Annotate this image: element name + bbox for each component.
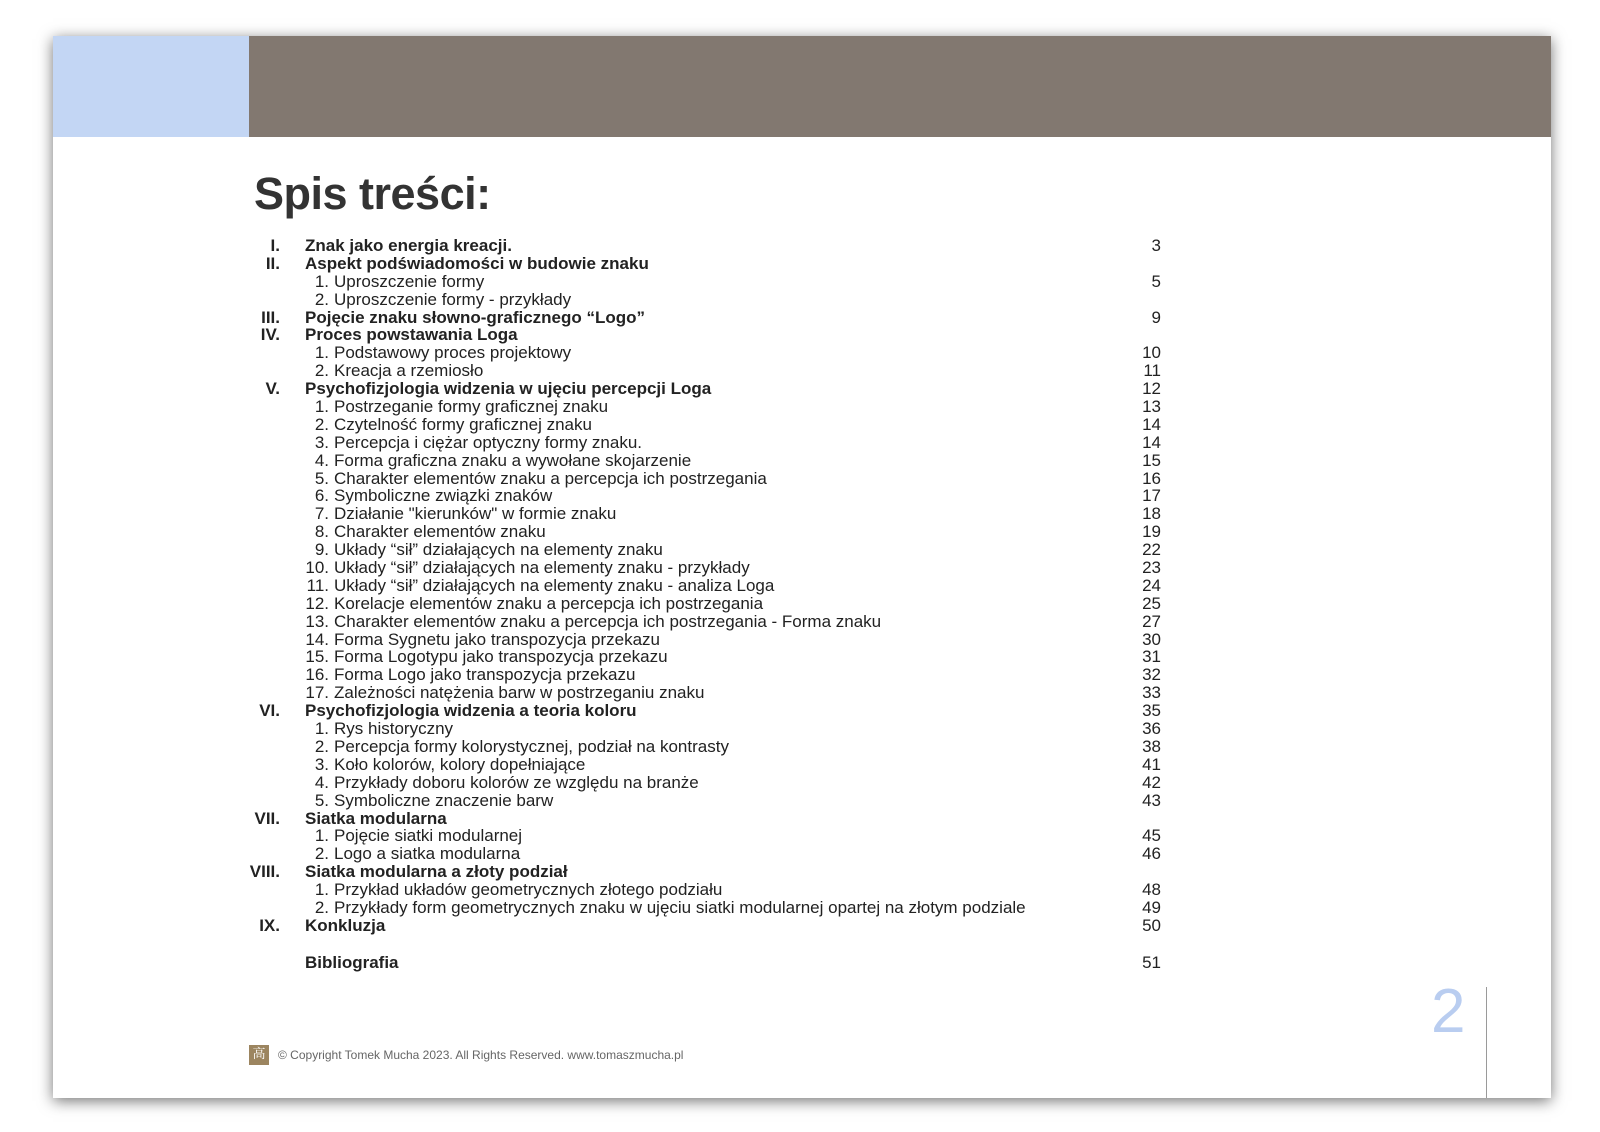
toc-section-row bbox=[245, 666, 1168, 684]
toc-section-title: Forma Logo jako transpozycja przekazu bbox=[334, 665, 636, 685]
toc-section-title: Pojęcie siatki modularnej bbox=[334, 826, 523, 846]
toc-section-row bbox=[245, 541, 1168, 559]
toc-section-title: Układy “sił” działających na elementy znaku - przykłady bbox=[334, 558, 750, 578]
toc-section-title: Percepcja i ciężar optyczny formy znaku. bbox=[334, 432, 643, 452]
toc-section-entry bbox=[299, 505, 616, 523]
toc-section-row bbox=[245, 487, 1168, 505]
toc-section-number: 2. bbox=[314, 844, 329, 864]
toc-page-number: 11 bbox=[1143, 361, 1161, 381]
toc-section-title: Zależności natężenia barw w postrzeganiu znaku bbox=[334, 683, 705, 703]
toc-chapter-title: Pojęcie znaku słowno-graficznego “Logo” bbox=[305, 307, 646, 327]
toc-chapter-row bbox=[245, 702, 1168, 720]
toc-section-row bbox=[245, 720, 1168, 738]
toc-section-title: Układy “sił” działających na elementy znaku bbox=[334, 540, 663, 560]
toc-page-number: 27 bbox=[1142, 611, 1161, 631]
toc-page-number: 12 bbox=[1142, 379, 1161, 399]
toc-section-title: Przykłady form geometrycznych znaku w ujęciu siatki modularnej opartej na złotym podziale bbox=[334, 897, 1026, 917]
toc-section-title: Forma Sygnetu jako transpozycja przekazu bbox=[334, 629, 660, 649]
toc-section-row bbox=[245, 899, 1168, 917]
toc-page-number: 30 bbox=[1142, 629, 1161, 649]
toc-section-title: Postrzeganie formy graficznej znaku bbox=[334, 397, 609, 417]
toc-section-title: Podstawowy proces projektowy bbox=[334, 343, 572, 363]
toc-section-entry bbox=[299, 434, 642, 452]
toc-section-entry bbox=[299, 273, 484, 291]
toc-section-number: 4. bbox=[314, 450, 329, 470]
toc-page-number: 14 bbox=[1142, 432, 1161, 452]
toc-section-number: 1. bbox=[314, 343, 329, 363]
toc-section-entry bbox=[299, 899, 1026, 917]
toc-section-number: 6. bbox=[314, 486, 329, 506]
toc-chapter-row bbox=[245, 255, 1168, 273]
toc-page-number: 9 bbox=[1151, 307, 1161, 327]
toc-section-title: Czytelność formy graficznej znaku bbox=[334, 414, 592, 434]
toc-section-number: 3. bbox=[314, 754, 329, 774]
toc-section-number: 2. bbox=[314, 736, 329, 756]
toc-chapter-row bbox=[245, 380, 1168, 398]
toc-section-title: Działanie "kierunków" w formie znaku bbox=[334, 504, 617, 524]
toc-section-entry bbox=[299, 648, 668, 666]
toc-chapter-row bbox=[245, 326, 1168, 344]
toc-page-number: 36 bbox=[1142, 719, 1161, 739]
toc-chapter-title: Siatka modularna bbox=[305, 808, 447, 828]
toc-chapter-title: Siatka modularna a złoty podział bbox=[305, 862, 568, 882]
toc-section-title: Forma graficzna znaku a wywołane skojarzenie bbox=[334, 450, 692, 470]
toc-roman-numeral: VIII. bbox=[249, 862, 280, 882]
toc-section-row bbox=[245, 434, 1168, 452]
toc-section-title: Charakter elementów znaku bbox=[334, 522, 546, 542]
toc-page-number: 5 bbox=[1151, 271, 1161, 291]
copyright-text: © Copyright Tomek Mucha 2023. All Rights Reserved. www.tomaszmucha.pl bbox=[278, 1048, 684, 1062]
toc-section-entry bbox=[299, 523, 546, 541]
toc-section-title: Koło kolorów, kolory dopełniające bbox=[334, 754, 586, 774]
toc-section-number: 1. bbox=[314, 397, 329, 417]
toc-chapter-title: Psychofizjologia widzenia w ujęciu percepcji Loga bbox=[305, 379, 712, 399]
toc-section-entry bbox=[299, 559, 750, 577]
toc-section-row bbox=[245, 613, 1168, 631]
toc-section-number: 1. bbox=[314, 880, 329, 900]
toc-section-row bbox=[245, 559, 1168, 577]
toc-section-entry bbox=[299, 541, 663, 559]
toc-chapter-row bbox=[245, 309, 1168, 327]
toc-page-number: 24 bbox=[1142, 575, 1161, 595]
toc-section-entry bbox=[299, 792, 553, 810]
toc-section-entry bbox=[299, 827, 522, 845]
toc-section-row bbox=[245, 470, 1168, 488]
toc-section-row bbox=[245, 738, 1168, 756]
toc-chapter-title: Psychofizjologia widzenia a teoria koloru bbox=[305, 701, 637, 721]
toc-section-number: 9. bbox=[314, 540, 329, 560]
toc-section-number: 14. bbox=[305, 629, 329, 649]
document-page bbox=[53, 36, 1551, 1098]
toc-page-number: 46 bbox=[1142, 844, 1161, 864]
table-of-contents bbox=[245, 237, 1168, 972]
toc-section-row bbox=[245, 756, 1168, 774]
toc-page-number: 31 bbox=[1142, 647, 1161, 667]
toc-section-entry bbox=[299, 362, 483, 380]
toc-section-number: 2. bbox=[314, 361, 329, 381]
toc-section-title: Układy “sił” działających na elementy znaku - analiza Loga bbox=[334, 575, 775, 595]
toc-section-number: 13. bbox=[305, 611, 329, 631]
toc-section-number: 16. bbox=[305, 665, 329, 685]
toc-section-title: Percepcja formy kolorystycznej, podział na kontrasty bbox=[334, 736, 729, 756]
toc-section-row bbox=[245, 845, 1168, 863]
toc-section-row bbox=[245, 881, 1168, 899]
toc-section-title: Kreacja a rzemiosło bbox=[334, 361, 484, 381]
toc-roman-numeral: VII. bbox=[254, 808, 280, 828]
toc-roman-numeral: V. bbox=[265, 379, 280, 399]
toc-chapter-row bbox=[245, 917, 1168, 935]
toc-page-number: 35 bbox=[1142, 701, 1161, 721]
toc-section-number: 5. bbox=[314, 790, 329, 810]
header-band-brown bbox=[249, 36, 1551, 137]
toc-chapter-title: Bibliografia bbox=[305, 952, 399, 972]
author-logo-icon: ⾼ bbox=[249, 1045, 269, 1065]
toc-section-row bbox=[245, 648, 1168, 666]
toc-section-entry bbox=[299, 291, 571, 309]
toc-section-number: 11. bbox=[306, 575, 329, 595]
toc-section-row bbox=[245, 631, 1168, 649]
toc-section-number: 5. bbox=[314, 468, 329, 488]
toc-chapter-title: Aspekt podświadomości w budowie znaku bbox=[305, 253, 649, 273]
toc-section-entry bbox=[299, 631, 660, 649]
toc-section-entry bbox=[299, 881, 722, 899]
header-band-blue bbox=[53, 36, 249, 137]
toc-section-number: 1. bbox=[314, 271, 329, 291]
toc-chapter-row bbox=[245, 237, 1168, 255]
toc-page-number: 33 bbox=[1142, 683, 1161, 703]
toc-page-number: 23 bbox=[1142, 558, 1161, 578]
toc-section-row bbox=[245, 792, 1168, 810]
toc-section-title: Przykłady doboru kolorów ze względu na branże bbox=[334, 772, 699, 792]
toc-section-entry bbox=[299, 774, 699, 792]
toc-page-number: 10 bbox=[1142, 343, 1161, 363]
toc-section-entry bbox=[299, 416, 592, 434]
toc-section-number: 4. bbox=[314, 772, 329, 792]
toc-page-number: 32 bbox=[1142, 665, 1161, 685]
toc-page-number: 15 bbox=[1142, 450, 1161, 470]
toc-section-number: 15. bbox=[305, 647, 329, 667]
toc-page-number: 14 bbox=[1142, 414, 1161, 434]
toc-section-row bbox=[245, 416, 1168, 434]
toc-section-row bbox=[245, 291, 1168, 309]
toc-chapter-row bbox=[245, 810, 1168, 828]
toc-section-entry bbox=[299, 595, 763, 613]
toc-section-title: Symboliczne związki znaków bbox=[334, 486, 553, 506]
toc-section-number: 12. bbox=[305, 593, 329, 613]
toc-section-number: 8. bbox=[314, 522, 329, 542]
toc-section-title: Uproszczenie formy bbox=[334, 271, 485, 291]
toc-page-number: 41 bbox=[1142, 754, 1161, 774]
toc-section-entry bbox=[299, 666, 635, 684]
toc-chapter-title: Proces powstawania Loga bbox=[305, 325, 518, 345]
toc-section-title: Logo a siatka modularna bbox=[334, 844, 521, 864]
toc-section-row bbox=[245, 505, 1168, 523]
toc-page-number: 42 bbox=[1142, 772, 1161, 792]
toc-section-row bbox=[245, 774, 1168, 792]
toc-page-number: 3 bbox=[1151, 236, 1161, 255]
toc-section-number: 17. bbox=[305, 683, 329, 703]
toc-section-title: Rys historyczny bbox=[334, 719, 454, 739]
toc-section-entry bbox=[299, 398, 608, 416]
toc-roman-numeral: III. bbox=[261, 307, 280, 327]
toc-roman-numeral: IX. bbox=[259, 915, 280, 935]
toc-section-number: 3. bbox=[314, 432, 329, 452]
toc-section-row bbox=[245, 684, 1168, 702]
toc-section-entry bbox=[299, 344, 571, 362]
toc-section-title: Przykład układów geometrycznych złotego podziału bbox=[334, 880, 723, 900]
toc-page-number: 51 bbox=[1142, 952, 1161, 972]
toc-roman-numeral: I. bbox=[270, 236, 280, 255]
toc-page-number: 13 bbox=[1142, 397, 1161, 417]
toc-section-entry bbox=[299, 684, 704, 702]
page-number: 2 bbox=[1431, 977, 1466, 1046]
toc-section-row bbox=[245, 362, 1168, 380]
toc-section-title: Uproszczenie formy - przykłady bbox=[334, 289, 572, 309]
page-number-divider bbox=[1486, 987, 1487, 1098]
toc-section-number: 10. bbox=[305, 558, 329, 578]
toc-page-number: 22 bbox=[1142, 540, 1161, 560]
toc-section-number: 7. bbox=[314, 504, 329, 524]
toc-roman-numeral: II. bbox=[265, 253, 280, 273]
toc-section-row bbox=[245, 523, 1168, 541]
toc-page-number: 48 bbox=[1142, 880, 1161, 900]
footer bbox=[249, 1045, 683, 1065]
toc-section-entry bbox=[299, 845, 520, 863]
toc-page-number: 45 bbox=[1142, 826, 1161, 846]
toc-page-number: 43 bbox=[1142, 790, 1161, 810]
toc-section-number: 1. bbox=[314, 826, 329, 846]
toc-page-number: 49 bbox=[1142, 897, 1161, 917]
toc-page-number: 17 bbox=[1142, 486, 1161, 506]
toc-page-number: 25 bbox=[1142, 593, 1161, 613]
toc-page-number: 18 bbox=[1142, 504, 1161, 524]
toc-section-row bbox=[245, 595, 1168, 613]
toc-section-row bbox=[245, 577, 1168, 595]
toc-section-entry bbox=[299, 487, 552, 505]
toc-section-entry bbox=[299, 577, 774, 595]
toc-section-number: 2. bbox=[314, 897, 329, 917]
toc-section-row bbox=[245, 398, 1168, 416]
toc-section-title: Symboliczne znaczenie barw bbox=[334, 790, 554, 810]
toc-section-number: 2. bbox=[314, 289, 329, 309]
toc-section-row bbox=[245, 344, 1168, 362]
toc-section-title: Charakter elementów znaku a percepcja ich postrzegania - Forma znaku bbox=[334, 611, 882, 631]
toc-page-number: 16 bbox=[1142, 468, 1161, 488]
toc-section-entry bbox=[299, 738, 729, 756]
toc-section-title: Charakter elementów znaku a percepcja ich postrzegania bbox=[334, 468, 767, 488]
toc-section-row bbox=[245, 452, 1168, 470]
toc-chapter-row bbox=[245, 863, 1168, 881]
toc-section-row bbox=[245, 273, 1168, 291]
toc-section-entry bbox=[299, 470, 767, 488]
page-title: Spis treści: bbox=[254, 168, 491, 219]
toc-section-entry bbox=[299, 613, 881, 631]
toc-section-row bbox=[245, 827, 1168, 845]
toc-chapter-title: Konkluzja bbox=[305, 915, 386, 935]
toc-section-title: Forma Logotypu jako transpozycja przekazu bbox=[334, 647, 668, 667]
toc-page-number: 19 bbox=[1142, 522, 1161, 542]
toc-roman-numeral: VI. bbox=[259, 701, 280, 721]
toc-chapter-title: Znak jako energia kreacji. bbox=[305, 236, 512, 255]
toc-section-number: 1. bbox=[314, 719, 329, 739]
toc-section-title: Korelacje elementów znaku a percepcja ich postrzegania bbox=[334, 593, 764, 613]
toc-section-entry bbox=[299, 756, 585, 774]
toc-section-entry bbox=[299, 452, 691, 470]
toc-page-number: 50 bbox=[1142, 915, 1161, 935]
toc-section-number: 2. bbox=[314, 414, 329, 434]
toc-roman-numeral: IV. bbox=[260, 325, 280, 345]
toc-page-number: 38 bbox=[1142, 736, 1161, 756]
toc-chapter-row bbox=[245, 954, 1168, 972]
toc-section-entry bbox=[299, 720, 453, 738]
